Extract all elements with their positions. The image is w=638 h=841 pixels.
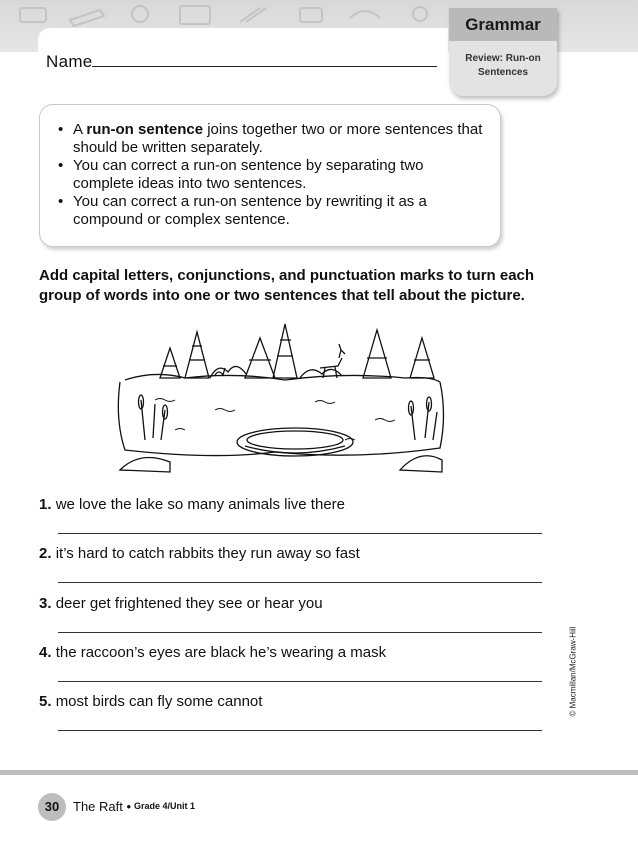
item-text: it’s hard to catch rabbits they run away so fast [55,545,360,562]
rule-text-before: A [73,121,87,138]
page-number: 30 [38,793,66,821]
water-ripples [155,399,395,441]
rule-item: • You can correct a run-on sentence by rewriting it as a compound or complex sentence. [58,193,488,229]
item-number: 3. [39,595,52,612]
copyright-notice [563,626,581,722]
answer-line[interactable] [58,730,542,731]
rules-list [58,121,488,229]
tab-subtitle [449,52,557,80]
grade-unit: Grade 4/Unit 1 [134,801,196,811]
rule-item: • You can correct a run-on sentence by separating two complete ideas into two sentences. [58,157,488,193]
item-number: 4. [39,644,52,661]
lake-raft-illustration [115,320,445,480]
tab-title: Grammar [449,8,557,41]
instructions [39,266,559,306]
item-text: the raccoon’s eyes are black he’s wearing a mask [55,644,387,661]
footer-bullet: • [126,799,132,814]
rule-text-after: joins together two or more sentences that should be written separately. [73,121,483,156]
story-title: The Raft [73,799,123,814]
instructions-line: Add capital letters, conjunctions, and punctuation marks to turn each [39,267,535,284]
answer-line[interactable] [58,632,542,633]
answer-line[interactable] [58,582,542,583]
item-number: 2. [39,545,52,562]
exercise-item [39,595,323,612]
exercise-item [39,693,262,710]
instructions-line: group of words into one or two sentences that tell about the picture. [39,287,525,304]
exercise-item [39,644,386,661]
rule-item [58,121,488,157]
item-text: most birds can fly some cannot [55,693,263,710]
footer-title [73,799,131,814]
reeds-left [120,395,170,472]
lake [118,382,443,456]
reeds-right [400,397,442,472]
name-label: Name [46,52,93,71]
copyright-text: © Macmillan/McGraw-Hill [568,626,578,717]
item-number: 5. [39,693,52,710]
tab-subtitle-line1: Review: Run-on [465,53,541,64]
tab-subtitle-line2: Sentences [477,67,529,78]
rule-term: run-on sentence [86,121,204,138]
name-line[interactable] [92,66,437,67]
answer-line[interactable] [58,681,542,682]
deer-icon [320,344,345,378]
raft-icon [237,428,353,456]
item-number: 1. [39,496,52,513]
item-text: we love the lake so many animals live there [55,496,345,513]
item-text: deer get frightened they see or hear you [55,595,323,612]
pine-trees-icon [160,324,434,378]
footer-rule [0,770,638,775]
name-strip [38,28,448,74]
exercise-item [39,545,360,562]
exercise-item [39,496,345,513]
answer-line[interactable] [58,533,542,534]
